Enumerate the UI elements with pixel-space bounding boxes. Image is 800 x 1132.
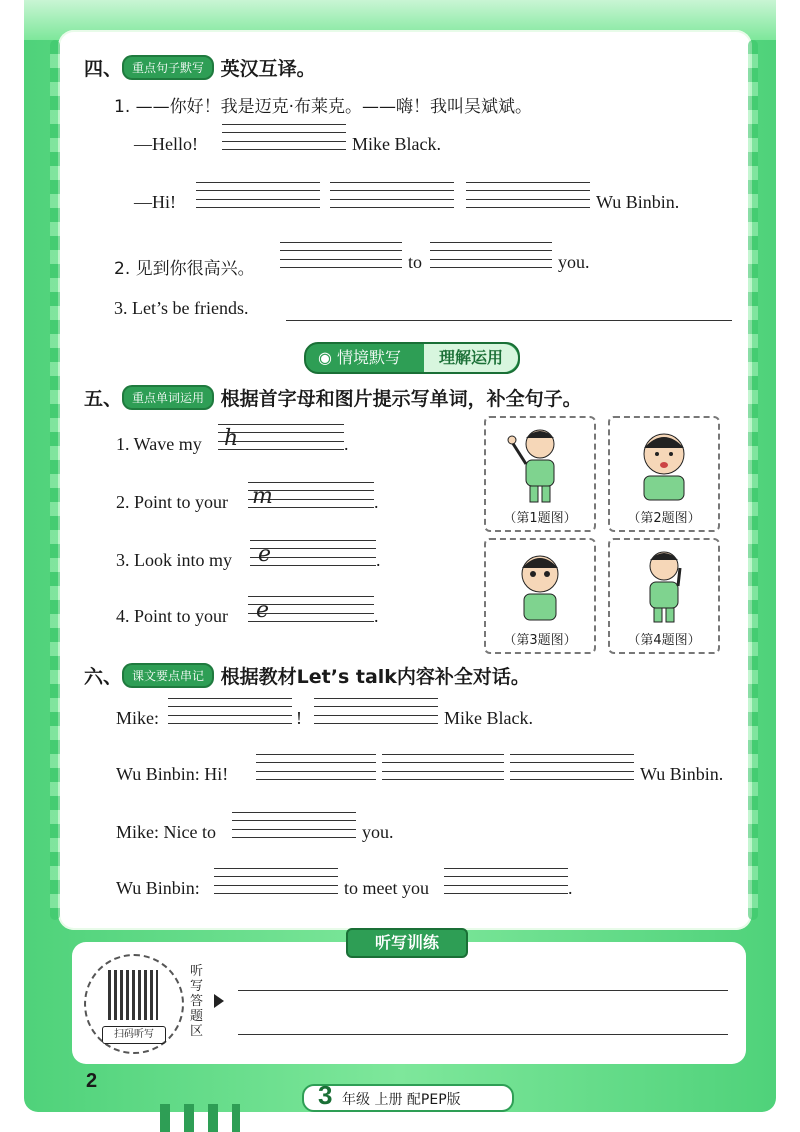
picture-box-2 — [608, 416, 720, 532]
edition-text: 年级 上册 配PEP版 — [342, 1092, 461, 1108]
section-badge: 重点句子默写 — [122, 55, 214, 80]
section-badge: 课文要点串记 — [122, 663, 214, 688]
q2-to: to — [408, 252, 423, 272]
picture-caption: （第1题图） — [503, 511, 577, 526]
writing-line[interactable] — [256, 754, 376, 780]
q3-text: 3. Let’s be friends. — [114, 298, 249, 318]
q1-hi: —Hi! — [134, 192, 176, 212]
q1-wu-binbin: Wu Binbin. — [596, 192, 680, 212]
picture-caption: （第3题图） — [503, 633, 577, 648]
answer-line[interactable] — [238, 1034, 728, 1035]
banner-left: ◉ 情境默写 — [318, 348, 402, 367]
qr-code-icon — [108, 970, 158, 1020]
dialog-mike-2: Mike: Nice to — [116, 822, 216, 842]
frame-wave-left — [50, 40, 60, 920]
picture-caption: （第4题图） — [627, 633, 701, 648]
section-5-heading: 五、 重点单词运用 根据首字母和图片提示写单词，补全句子。 — [84, 384, 582, 411]
period: . — [568, 878, 573, 898]
writing-line[interactable] — [280, 242, 402, 268]
q2-you: you. — [558, 252, 590, 272]
dialog-wu-1: Wu Binbin: Hi! — [116, 764, 229, 784]
dialog-mike-1: Mike: — [116, 708, 159, 728]
answer-area-label: 听写答题区 — [190, 964, 204, 1039]
dialog-wu-binbin: Wu Binbin. — [640, 764, 724, 784]
banner-right: 理解运用 — [424, 344, 518, 372]
q1-mike-black: Mike Black. — [352, 134, 441, 154]
grade-number: 3 — [318, 1080, 333, 1110]
writing-line[interactable] — [196, 182, 320, 208]
q1-hello: —Hello! — [134, 134, 198, 154]
dialog-wu-2: Wu Binbin: — [116, 878, 200, 898]
writing-line[interactable] — [168, 698, 292, 724]
q5-2-text: 2. Point to your — [116, 492, 229, 512]
boy-waving-hand-icon — [486, 418, 594, 504]
writing-line[interactable] — [444, 868, 568, 894]
qr-label: 扫码听写 — [102, 1026, 166, 1044]
writing-line[interactable] — [466, 182, 590, 208]
hint-letter: e — [256, 598, 270, 623]
picture-box-1 — [484, 416, 596, 532]
writing-line[interactable] — [510, 754, 634, 780]
writing-line[interactable] — [330, 182, 454, 208]
period: . — [374, 606, 379, 626]
context-banner — [304, 342, 520, 374]
arrow-right-icon — [214, 994, 224, 1008]
period: . — [344, 434, 349, 454]
edition-badge — [302, 1080, 514, 1112]
bottom-tabs — [160, 1104, 240, 1132]
section-4-heading — [84, 54, 316, 81]
q5-1-text: 1. Wave my — [116, 434, 202, 454]
hint-letter: e — [258, 542, 272, 567]
frame-wave-right — [748, 40, 758, 920]
hint-letter: m — [252, 484, 273, 509]
qr-code[interactable] — [84, 954, 184, 1054]
q1-chinese: 1. ——你好！我是迈克·布莱克。——嗨！我叫吴斌斌。 — [114, 97, 533, 117]
period: . — [376, 550, 381, 570]
section-badge: 重点单词运用 — [122, 385, 214, 410]
section-title: 英汉互译。 — [220, 58, 316, 80]
boy-pointing-mouth-icon — [610, 418, 718, 504]
writing-line[interactable] — [314, 698, 438, 724]
writing-line[interactable] — [232, 812, 356, 838]
section-title: 根据首字母和图片提示写单词，补全句子。 — [220, 388, 582, 410]
hint-letter: h — [224, 426, 239, 451]
writing-line[interactable] — [214, 868, 338, 894]
exclaim: ! — [296, 708, 302, 728]
writing-line[interactable] — [382, 754, 504, 780]
dialog-mike-black: Mike Black. — [444, 708, 533, 728]
page-number: 2 — [86, 1070, 98, 1092]
section-number: 四、 — [84, 58, 123, 80]
period: . — [374, 492, 379, 512]
picture-box-3 — [484, 538, 596, 654]
writing-line[interactable] — [430, 242, 552, 268]
section-title: 根据教材Let’s talk内容补全对话。 — [220, 666, 530, 688]
q2-chinese: 2. 见到你很高兴。 — [114, 259, 255, 279]
boy-pointing-ear-icon — [610, 540, 718, 626]
answer-line[interactable] — [286, 320, 732, 321]
dialog-to-meet-you: to meet you — [344, 878, 429, 898]
listening-title: 听写训练 — [346, 928, 468, 958]
q5-4-text: 4. Point to your — [116, 606, 229, 626]
picture-caption: （第2题图） — [627, 511, 701, 526]
answer-line[interactable] — [238, 990, 728, 991]
section-6-heading: 六、 课文要点串记 根据教材Let’s talk内容补全对话。 — [84, 662, 530, 689]
writing-line[interactable] — [222, 124, 346, 150]
boy-looking-eyes-icon — [486, 540, 594, 626]
picture-box-4 — [608, 538, 720, 654]
q5-3-text: 3. Look into my — [116, 550, 232, 570]
dialog-you: you. — [362, 822, 394, 842]
